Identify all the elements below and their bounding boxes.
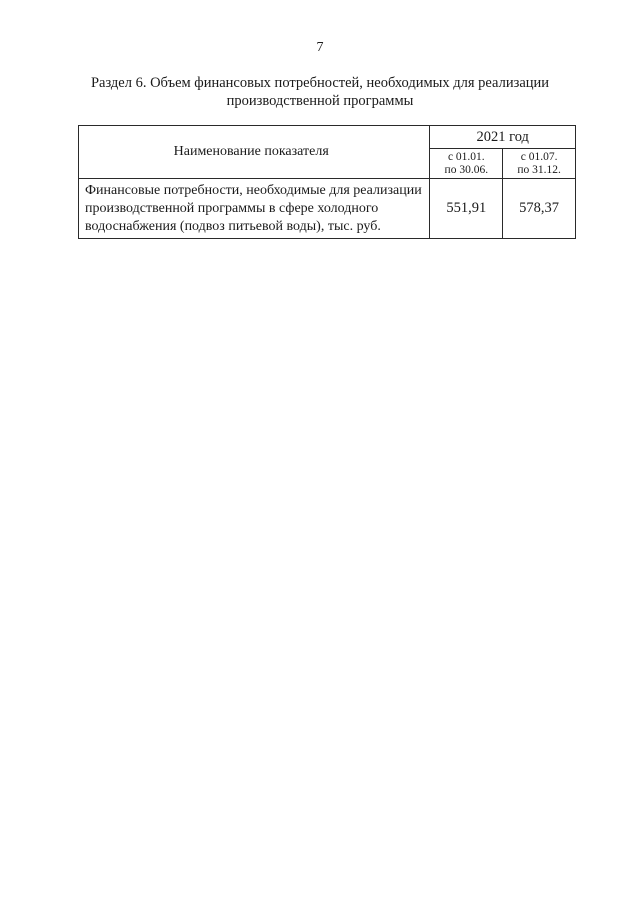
period-end: по 31.12. (517, 163, 561, 176)
section-title (60, 74, 580, 110)
financial-needs-table (78, 125, 576, 239)
period-start: с 01.07. (520, 150, 558, 163)
section-title-line-1: Раздел 6. Объем финансовых потребностей, необходимых для реализации (90, 75, 550, 91)
value-first-half: 551,91 (430, 179, 503, 239)
period-end: по 30.06. (444, 163, 489, 176)
indicator-name-header: Наименование показателя (79, 126, 430, 179)
year-header: 2021 год (430, 126, 576, 149)
page-number: 7 (316, 40, 324, 55)
period-header-second-half (503, 149, 576, 179)
table-header-row (79, 126, 576, 149)
period-start: с 01.01. (447, 150, 485, 163)
table-row (79, 179, 576, 239)
period-header-first-half (430, 149, 503, 179)
section-title-line-2: производственной программы (226, 93, 414, 109)
value-second-half: 578,37 (503, 179, 576, 239)
indicator-name-cell: Финансовые потребности, необходимые для реализации производственной программы в сфере холодного водоснабжения (подвоз питьевой воды), тыс. руб. (79, 179, 430, 239)
